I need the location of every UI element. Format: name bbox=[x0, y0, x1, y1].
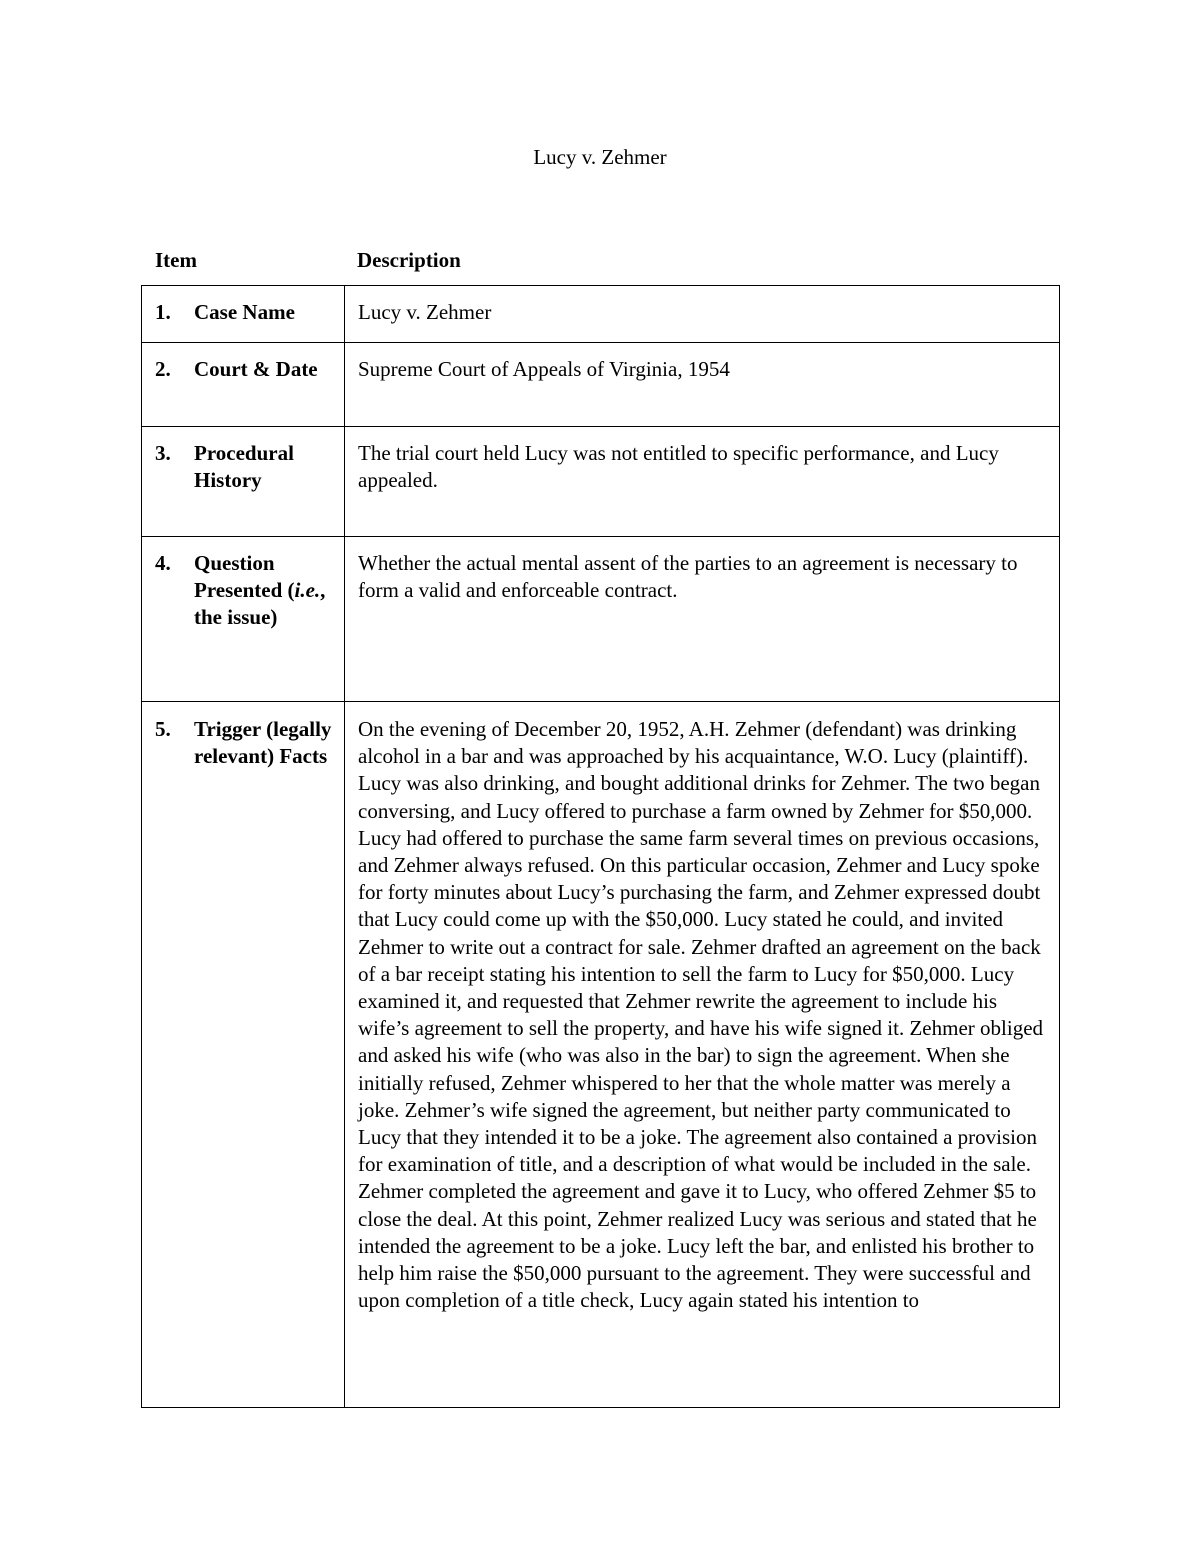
item-number: 2. bbox=[155, 357, 171, 381]
item-label: Procedural History bbox=[194, 441, 294, 493]
table-row bbox=[142, 537, 1060, 702]
item-number: 5. bbox=[155, 717, 171, 741]
table-row bbox=[142, 427, 1060, 537]
item-label-italic: i.e. bbox=[294, 578, 321, 603]
case-brief-table bbox=[141, 285, 1060, 1408]
item-cell bbox=[142, 702, 345, 1408]
item-cell bbox=[142, 427, 345, 537]
page-title: Lucy v. Zehmer bbox=[533, 145, 667, 169]
item-number: 3. bbox=[155, 441, 171, 465]
item-label: Court & Date bbox=[194, 357, 318, 381]
table-row bbox=[142, 702, 1060, 1408]
description-cell bbox=[345, 537, 1060, 702]
description-text: Supreme Court of Appeals of Virginia, 1954 bbox=[358, 357, 730, 381]
item-label bbox=[194, 550, 332, 632]
item-label: Trigger (legally relevant) Facts bbox=[194, 717, 332, 769]
description-cell bbox=[345, 702, 1060, 1408]
description-text: The trial court held Lucy was not entitled to specific performance, and Lucy appealed. bbox=[358, 441, 999, 493]
description-text: Whether the actual mental assent of the parties to an agreement is necessary to form a valid and enforceable contract. bbox=[358, 551, 1018, 603]
item-number: 4. bbox=[155, 551, 171, 575]
description-cell bbox=[345, 427, 1060, 537]
item-label-part2: , the issue) bbox=[194, 578, 326, 630]
header-item: Item bbox=[155, 248, 197, 272]
table-row bbox=[142, 286, 1060, 343]
description-cell bbox=[345, 343, 1060, 427]
item-label: Case Name bbox=[194, 300, 295, 324]
description-text: Lucy v. Zehmer bbox=[358, 300, 492, 324]
item-label-part1: Question Presented ( bbox=[194, 551, 295, 603]
item-cell bbox=[142, 537, 345, 702]
item-cell bbox=[142, 286, 345, 343]
item-number: 1. bbox=[155, 300, 171, 324]
description-text: On the evening of December 20, 1952, A.H. Zehmer (defendant) was drinking alcohol in a bar and was approached by his acquaintance, W.O. Lucy (plaintiff). Lucy was also drinking, and bought additional drinks for Zehmer. The two began conversing, and Lucy offered to purchase a farm owned by Zehmer for $50,000. Lucy had offered to purchase the same farm several times on previous occasions, and Zehmer always refused. On this particular occasion, Zehmer and Lucy spoke for forty minutes about Lucy’s purchasing the farm, and Zehmer expressed doubt that Lucy could come up with the $50,000. Lucy stated he could, and invited Zehmer to write out a contract for sale. Zehmer drafted an agreement on the back of a bar receipt stating his intention to sell the farm to Lucy for $50,000. Lucy examined it, and requested that Zehmer rewrite the agreement to include his wife’s agreement to sell the property, and have his wife signed it. Zehmer obliged and asked his wife (who was also in the bar) to sign the agreement. When she initially refused, Zehmer whispered to her that the whole matter was merely a joke. Zehmer’s wife signed the agreement, but neither party communicated to Lucy that they intended it to be a joke. The agreement also contained a provision for examination of title, and a description of what would be included in the sale. Zehmer completed the agreement and gave it to Lucy, who offered Zehmer $5 to close the deal. At this point, Zehmer realized Lucy was serious and stated that he intended the agreement to be a joke. Lucy left the bar, and enlisted his brother to help him raise the $50,000 pursuant to the agreement. They were successful and upon completion of a title check, Lucy again stated his intention to bbox=[358, 717, 1044, 1313]
description-cell bbox=[345, 286, 1060, 343]
table-row bbox=[142, 343, 1060, 427]
header-description: Description bbox=[357, 248, 461, 272]
column-headers bbox=[155, 246, 1055, 274]
item-cell bbox=[142, 343, 345, 427]
